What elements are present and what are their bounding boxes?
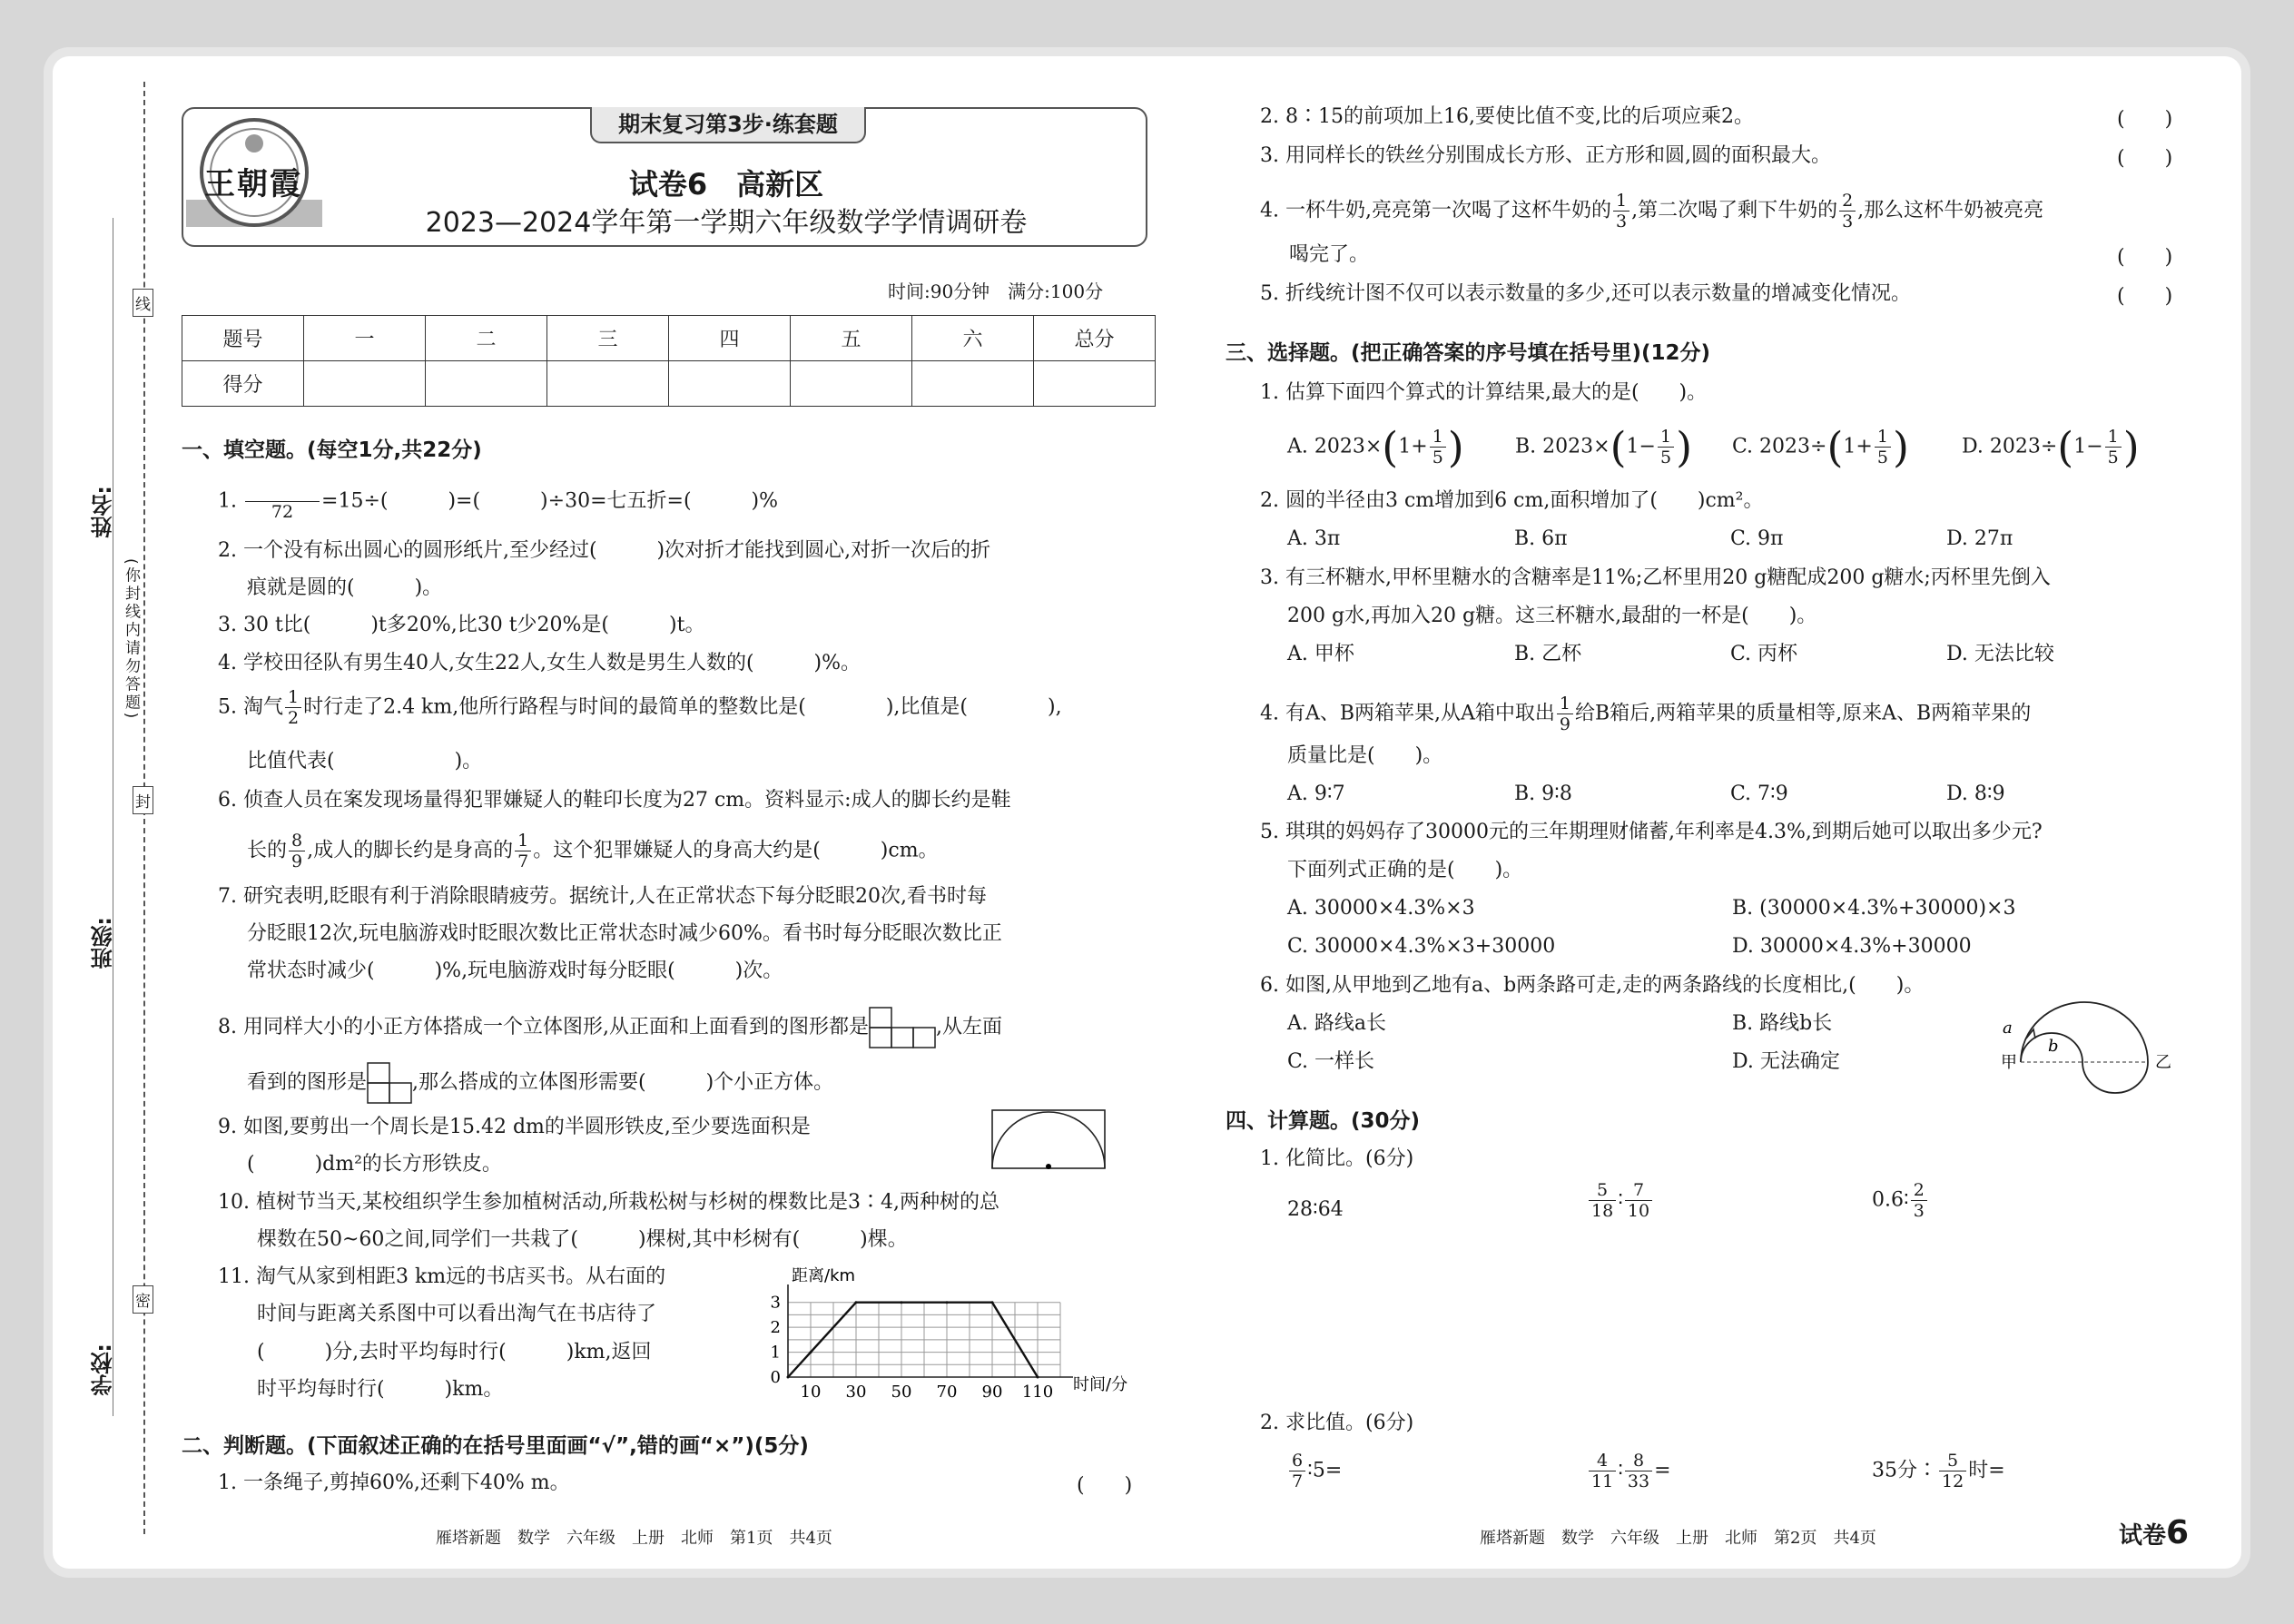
s4-sub1: 1. 化简比。(6分)	[1260, 1147, 1414, 1170]
s2-q4-post: ,那么这杯牛奶被亮亮	[1857, 199, 2044, 222]
fraction-one-fifth	[1430, 427, 1446, 468]
frac-den: 9	[1559, 714, 1571, 734]
colon: ∶	[1618, 1459, 1623, 1482]
section2-title: 二、判断题。(下面叙述正确的在括号里面画“√”,错的画“×”)(5分)	[182, 1434, 809, 1458]
colon: ∶	[1618, 1188, 1623, 1212]
chart-y-axis-label: 距离/km	[792, 1266, 856, 1285]
chart-x-tick-label: 90	[981, 1383, 1003, 1402]
score-cell[interactable]	[669, 361, 791, 407]
s1-q7-line2: 分眨眼12次,玩电脑游戏时眨眼次数比正常状态时减少60%。看书时每分眨眼次数比正	[247, 922, 1002, 945]
s1-q10-line2: 棵数在50~60之间,同学们一共栽了( )棵树,其中杉树有( )棵。	[257, 1228, 908, 1251]
frac-num: 1	[2105, 427, 2122, 448]
chart-point	[787, 1376, 790, 1379]
s3-q3-option-a[interactable]: A. 甲杯	[1287, 643, 1354, 665]
s3-q1-options	[1287, 422, 2140, 472]
s3-q5-options-row1	[1287, 895, 2015, 922]
s2-q1-answer-paren[interactable]: ( )	[1077, 1474, 1133, 1497]
paper-badge	[2119, 1514, 2189, 1551]
s3-q1: 1. 估算下面四个算式的计算结果,最大的是( )。	[1260, 381, 1708, 404]
chart-x-tick-label: 110	[1021, 1383, 1054, 1402]
s3-q6-option-c[interactable]: C. 一样长	[1287, 1050, 1375, 1073]
paren-open: (	[1382, 422, 1399, 472]
s3-q2-option-b[interactable]: B. 6π	[1514, 527, 1568, 550]
s1-q1	[218, 481, 778, 522]
frac-den: 3	[1913, 1201, 1925, 1221]
s1-q1-num: 1.	[218, 489, 237, 513]
frac-den: 18	[1591, 1201, 1614, 1221]
chart-y-tick-label: 2	[770, 1318, 781, 1338]
chart-x-tick-label: 50	[891, 1383, 912, 1402]
s1-q3: 3. 30 t比( )t多20%,比30 t少20%是( )t。	[218, 614, 705, 636]
frac-num: 1	[1875, 427, 1891, 448]
s3-q3-option-c[interactable]: C. 丙杯	[1730, 643, 1798, 665]
chart-point	[810, 1351, 812, 1353]
s1-q1-fraction	[245, 481, 320, 522]
fraction-two-thirds	[1911, 1180, 1927, 1221]
s1-q6-post: 。这个犯罪嫌疑人的身高大约是( )cm。	[533, 839, 939, 862]
frac-num: 4	[1589, 1451, 1616, 1471]
s3-q4-option-a[interactable]: A. 9∶7	[1287, 782, 1345, 805]
chart-point	[901, 1301, 903, 1304]
s4-sub1-c	[1872, 1180, 1929, 1221]
chart-x-tick-label: 30	[845, 1383, 867, 1402]
s1-q5-line1	[218, 687, 1062, 728]
fraction-five-12	[1939, 1451, 1966, 1491]
score-cell[interactable]	[791, 361, 912, 407]
time-info: 时间:90分钟 满分:100分	[888, 281, 1104, 302]
s1-q2-line2: 痕就是圆的( )。	[247, 576, 443, 599]
s3-q4-options	[1287, 781, 2005, 808]
s1-q4: 4. 学校田径队有男生40人,女生22人,女生人数是男生人数的( )%。	[218, 652, 861, 674]
frac-den: 33	[1627, 1471, 1650, 1491]
s3-q2-option-c[interactable]: C. 9π	[1730, 527, 1784, 550]
option-label: D. 2023÷	[1962, 435, 2058, 458]
fraction-five-18	[1589, 1180, 1616, 1221]
s1-q6-mid: ,成人的脚长约是身高的	[307, 839, 514, 862]
s2-q4-line1	[1260, 191, 2043, 231]
chart-point	[946, 1301, 949, 1304]
s3-q3-line1: 3. 有三杯糖水,甲杯里糖水的含糖率是11%;乙杯里用20 g糖配成200 g糖水;丙杯里先倒入	[1260, 566, 2051, 589]
frac-den: 5	[1432, 448, 1443, 468]
s4-sub2: 2. 求比值。(6分)	[1260, 1412, 1414, 1434]
s3-q1-option-c[interactable]	[1732, 422, 1955, 472]
paren-close: )	[1676, 422, 1693, 472]
section4-title: 四、计算题。(30分)	[1226, 1109, 1421, 1133]
s1-q5-post: 时行走了2.4 km,他所行路程与时间的最简单的整数比是( ),比值是( ),	[303, 695, 1062, 719]
name-label: 姓名:	[91, 486, 116, 538]
frac-num: 8	[1625, 1451, 1652, 1471]
frac-den: 5	[2107, 448, 2119, 468]
frac-num: 7	[1625, 1180, 1652, 1201]
paper-subtitle: 2023—2024学年第一学期六年级数学学情调研卷	[425, 207, 1028, 239]
score-header-cell: 六	[912, 316, 1034, 361]
s3-q2-option-d[interactable]: D. 27π	[1946, 527, 2013, 550]
score-header-cell: 总分	[1034, 316, 1156, 361]
route-figure	[1994, 997, 2175, 1106]
option-label: B. 2023×	[1515, 435, 1610, 458]
s3-q6-options-row2	[1287, 1048, 1840, 1076]
route-end-label: 乙	[2155, 1053, 2171, 1072]
four-squares-figure-icon	[367, 1062, 412, 1104]
fraction-two-thirds	[1839, 191, 1856, 231]
fraction-one-third	[1613, 191, 1629, 231]
chart-point	[991, 1301, 994, 1304]
s3-q4-line2: 质量比是( )。	[1287, 744, 1443, 767]
score-cell[interactable]	[547, 361, 669, 407]
section3-title: 三、选择题。(把正确答案的序号填在括号里)(12分)	[1226, 341, 1711, 365]
paren-open: (	[1826, 422, 1844, 472]
chart-y-tick-label: 1	[770, 1343, 781, 1363]
frac-den: 2	[287, 708, 300, 728]
frac-den: 12	[1942, 1471, 1964, 1491]
semicircle-in-rectangle-figure	[991, 1109, 1106, 1171]
s1-q11-line1: 11. 淘气从家到相距3 km远的书店买书。从右面的	[218, 1265, 666, 1288]
cut-label-feng: 封	[133, 786, 153, 814]
frac-num: 5	[1589, 1180, 1616, 1201]
paren-close: )	[2122, 422, 2140, 472]
s1-q9-line1: 9. 如图,要剪出一个周长是15.42 dm的半圆形铁皮,至少要选面积是	[218, 1116, 811, 1138]
paren-open: (	[2057, 422, 2074, 472]
s2-q4-answer-paren[interactable]: ( )	[2117, 246, 2173, 269]
frac-num: 5	[1939, 1451, 1966, 1471]
s3-q5-option-d[interactable]: D. 30000×4.3%+30000	[1732, 935, 1972, 958]
s1-q6-line1: 6. 侦查人员在案发现场量得犯罪嫌疑人的鞋印长度为27 cm。资料显示:成人的脚长约是鞋	[218, 789, 1011, 812]
chart-x-tick-label: 70	[936, 1383, 958, 1402]
s3-q1-option-d[interactable]	[1962, 422, 2140, 472]
s1-q8-line1	[218, 1007, 1002, 1048]
s1-q11-line4: 时平均每时行( )km。	[257, 1378, 504, 1401]
s2-q4-line2: 喝完了。	[1289, 243, 1370, 266]
banner-title: 期末复习第3步·练套题	[590, 107, 866, 143]
s1-q8-pre: 8. 用同样大小的小正方体搭成一个立体图形,从正面和上面看到的图形都是	[218, 1016, 869, 1038]
logo-text: 王朝霞	[204, 166, 302, 202]
fraction-eight-ninths	[289, 831, 305, 871]
frac-num: 1	[285, 687, 301, 708]
op-text: 1−	[2073, 435, 2103, 458]
route-start-label: 甲	[2001, 1053, 2017, 1072]
distance-time-chart	[753, 1266, 1153, 1403]
op-text: 1+	[1398, 435, 1428, 458]
s1-q2-line1: 2. 一个没有标出圆心的圆形纸片,至少经过( )次对折才能找到圆心,对折一次后的折	[218, 539, 991, 562]
chart-point	[1037, 1376, 1039, 1379]
op-text: 1−	[1626, 435, 1656, 458]
s4-sub2-c-pre: 35分∶	[1872, 1459, 1937, 1482]
chart-x-axis-label: 时间/分	[1073, 1375, 1128, 1394]
three-squares-figure-icon	[869, 1007, 936, 1048]
paren-close: )	[1447, 422, 1464, 472]
fraction-four-11	[1589, 1451, 1616, 1491]
fraction-one-fifth	[1875, 427, 1891, 468]
badge-text: 试卷	[2119, 1522, 2167, 1550]
frac-num: 2	[1911, 1180, 1927, 1201]
score-row-label: 得分	[182, 361, 304, 407]
no-answer-notice: (你封线内请勿答题)	[122, 558, 140, 722]
s1-q5-pre: 5. 淘气	[218, 695, 283, 719]
frac-num: 1	[515, 831, 531, 851]
op-text: 1+	[1843, 435, 1873, 458]
frac-den: 7	[517, 851, 529, 871]
s1-q9-line2: ( )dm²的长方形铁皮。	[247, 1153, 502, 1176]
s2-q5: 5. 折线统计图不仅可以表示数量的多少,还可以表示数量的增减变化情况。	[1260, 282, 1911, 305]
score-cell[interactable]	[304, 361, 426, 407]
footer-right: 雁塔新题 数学 六年级 上册 北师 第2页 共4页	[1480, 1529, 1876, 1548]
fraction-one-half	[285, 687, 301, 728]
s1-q1-text: =15÷( )=( )÷30=七五折=( )%	[321, 489, 779, 513]
score-cell[interactable]	[426, 361, 547, 407]
s4-sub2-c	[1872, 1451, 2005, 1491]
s3-q4-option-c[interactable]: C. 7∶9	[1730, 782, 1788, 805]
frac-den: 3	[1615, 212, 1628, 231]
s2-q4-pre: 4. 一杯牛奶,亮亮第一次喝了这杯牛奶的	[1260, 199, 1611, 222]
frac-den: 9	[291, 851, 303, 871]
s3-q2-options	[1287, 526, 2013, 553]
fraction-seven-10	[1625, 1180, 1652, 1221]
s1-q6-line2	[247, 831, 939, 871]
s3-q6-options-row1	[1287, 1010, 1832, 1038]
frac-den: 10	[1627, 1201, 1650, 1221]
fraction-one-ninth	[1557, 694, 1573, 734]
paren-close: )	[1892, 422, 1909, 472]
option-label: A. 2023×	[1287, 435, 1383, 458]
s4-sub1-a: 28∶64	[1287, 1198, 1344, 1221]
cut-label-xian: 线	[133, 289, 153, 317]
s3-q4-post: 给B箱后,两箱苹果的质量相等,原来A、B两箱苹果的	[1575, 702, 2032, 725]
paper-title: 试卷6 高新区	[628, 167, 824, 202]
s3-q6-option-b[interactable]: B. 路线b长	[1732, 1012, 1833, 1035]
s1-q8-line2	[247, 1062, 833, 1104]
s2-q4-mid: ,第二次喝了剩下牛奶的	[1631, 199, 1838, 222]
s3-q6-option-d[interactable]: D. 无法确定	[1732, 1050, 1840, 1073]
class-label: 班级:	[91, 917, 116, 969]
frac-den: 11	[1591, 1471, 1614, 1491]
fraction-one-seventh	[515, 831, 531, 871]
chart-point	[855, 1301, 858, 1304]
frac-den: 72	[271, 502, 294, 522]
s3-q4-pre: 4. 有A、B两箱苹果,从A箱中取出	[1260, 702, 1555, 725]
frac-num: 8	[289, 831, 305, 851]
route-a-path	[2021, 1002, 2148, 1093]
route-b-label: b	[2048, 1037, 2059, 1056]
frac-blank[interactable]	[245, 481, 320, 502]
score-cell[interactable]	[912, 361, 1034, 407]
s4-sub2-b-text: =	[1654, 1459, 1671, 1482]
s3-q5-option-a[interactable]: A. 30000×4.3%×3	[1287, 897, 1475, 920]
fraction-one-fifth	[2105, 427, 2122, 468]
s3-q5-option-c[interactable]: C. 30000×4.3%×3+30000	[1287, 935, 1556, 958]
s4-sub2-a-text: ∶5=	[1307, 1459, 1343, 1482]
s4-sub2-a	[1287, 1451, 1342, 1491]
route-a-label: a	[2003, 1019, 2013, 1038]
frac-num: 1	[1613, 191, 1629, 212]
s1-q11-line2: 时间与距离关系图中可以看出淘气在书店待了	[257, 1303, 657, 1325]
s4-sub2-c-post: 时=	[1968, 1459, 2005, 1482]
chart-y-tick-label: 0	[770, 1368, 781, 1387]
frac-num: 2	[1839, 191, 1856, 212]
s3-q3-line2: 200 g水,再加入20 g糖。这三杯糖水,最甜的一杯是( )。	[1287, 605, 1817, 627]
score-header-cell: 五	[791, 316, 912, 361]
score-header-cell: 二	[426, 316, 547, 361]
score-table-score-row	[182, 361, 1156, 407]
school-label: 学校:	[91, 1343, 116, 1396]
s2-q3: 3. 用同样长的铁丝分别围成长方形、正方形和圆,圆的面积最大。	[1260, 144, 1831, 167]
s1-q7-line1: 7. 研究表明,眨眼有利于消除眼睛疲劳。据统计,人在正常状态下每分眨眼20次,看书时每	[218, 885, 987, 908]
fraction-six-7	[1289, 1451, 1305, 1491]
s3-q3-option-b[interactable]: B. 乙杯	[1514, 643, 1582, 665]
s4-sub2-b	[1587, 1451, 1671, 1491]
s2-q1: 1. 一条绳子,剪掉60%,还剩下40% m。	[218, 1471, 570, 1494]
s3-q5-options-row2	[1287, 933, 1972, 960]
s3-q5-option-b[interactable]: B. (30000×4.3%+30000)×3	[1732, 897, 2016, 920]
chart-y-tick-label: 3	[770, 1293, 781, 1313]
s1-q8b-post: ,那么搭成的立体图形需要( )个小正方体。	[412, 1071, 834, 1094]
s3-q3-option-d[interactable]: D. 无法比较	[1946, 643, 2054, 665]
s3-q4-option-d[interactable]: D. 8∶9	[1946, 782, 2005, 805]
s3-q6: 6. 如图,从甲地到乙地有a、b两条路可走,走的两条路线的长度相比,( )。	[1260, 974, 1925, 997]
score-table	[182, 315, 1156, 407]
score-header-cell: 三	[547, 316, 669, 361]
frac-den: 5	[1876, 448, 1888, 468]
section1-title: 一、填空题。(每空1分,共22分)	[182, 438, 482, 462]
frac-num: 6	[1289, 1451, 1305, 1471]
s3-q2-option-a[interactable]: A. 3π	[1287, 527, 1341, 550]
score-header-cell: 一	[304, 316, 426, 361]
frac-num: 1	[1658, 427, 1674, 448]
s3-q5-line2: 下面列式正确的是( )。	[1287, 859, 1523, 881]
chart-x-tick-label: 10	[800, 1383, 822, 1402]
badge-number: 6	[2166, 1514, 2190, 1551]
score-header-cell: 四	[669, 316, 791, 361]
frac-den: 7	[1292, 1471, 1304, 1491]
score-table-header-row	[182, 316, 1156, 361]
s2-q3-answer-paren[interactable]: ( )	[2117, 147, 2173, 170]
option-label: C. 2023÷	[1732, 435, 1827, 458]
s3-q5-line1: 5. 琪琪的妈妈存了30000元的三年期理财储蓄,年利率是4.3%,到期后她可以取出多少元?	[1260, 821, 2043, 843]
s1-q10-line1: 10. 植树节当天,某校组织学生参加植树活动,所栽松树与杉树的棵数比是3∶4,两种树的总	[218, 1191, 999, 1214]
fraction-one-fifth	[1658, 427, 1674, 468]
s1-q11-line3: ( )分,去时平均每时行( )km,返回	[257, 1341, 652, 1363]
s4-sub1-c-text: 0.6∶	[1872, 1188, 1909, 1212]
score-header-cell: 题号	[182, 316, 304, 361]
s1-q6-pre: 长的	[247, 839, 288, 862]
s3-q1-option-a[interactable]	[1287, 422, 1509, 472]
frac-den: 5	[1659, 448, 1672, 468]
s3-q6-option-a[interactable]: A. 路线a长	[1287, 1012, 1386, 1035]
s3-q3-options	[1287, 641, 2054, 668]
score-cell[interactable]	[1034, 361, 1156, 407]
s2-q5-answer-paren[interactable]: ( )	[2117, 285, 2173, 308]
fraction-eight-33	[1625, 1451, 1652, 1491]
s2-q2-answer-paren[interactable]: ( )	[2117, 108, 2173, 131]
frac-num: 1	[1557, 694, 1573, 714]
s3-q1-option-b[interactable]	[1515, 422, 1726, 472]
s2-q2: 2. 8∶15的前项加上16,要使比值不变,比的后项应乘2。	[1260, 105, 1754, 128]
s1-q8b-pre: 看到的图形是	[247, 1071, 368, 1094]
cut-label-mi: 密	[133, 1285, 153, 1314]
frac-den: 3	[1842, 212, 1854, 231]
s3-q2: 2. 圆的半径由3 cm增加到6 cm,面积增加了( )cm²。	[1260, 489, 1764, 512]
frac-num: 1	[1430, 427, 1446, 448]
s1-q8-post: ,从左面	[935, 1016, 1002, 1038]
footer-left: 雁塔新题 数学 六年级 上册 北师 第1页 共4页	[436, 1529, 832, 1548]
s1-q7-line3: 常状态时减少( )%,玩电脑游戏时每分眨眼( )次。	[247, 960, 783, 982]
s1-q5-line2: 比值代表( )。	[247, 750, 483, 773]
s4-sub1-b	[1587, 1180, 1654, 1221]
s3-q4-line1	[1260, 694, 2031, 734]
s3-q4-option-b[interactable]: B. 9∶8	[1514, 782, 1572, 805]
paren-open: (	[1610, 422, 1627, 472]
